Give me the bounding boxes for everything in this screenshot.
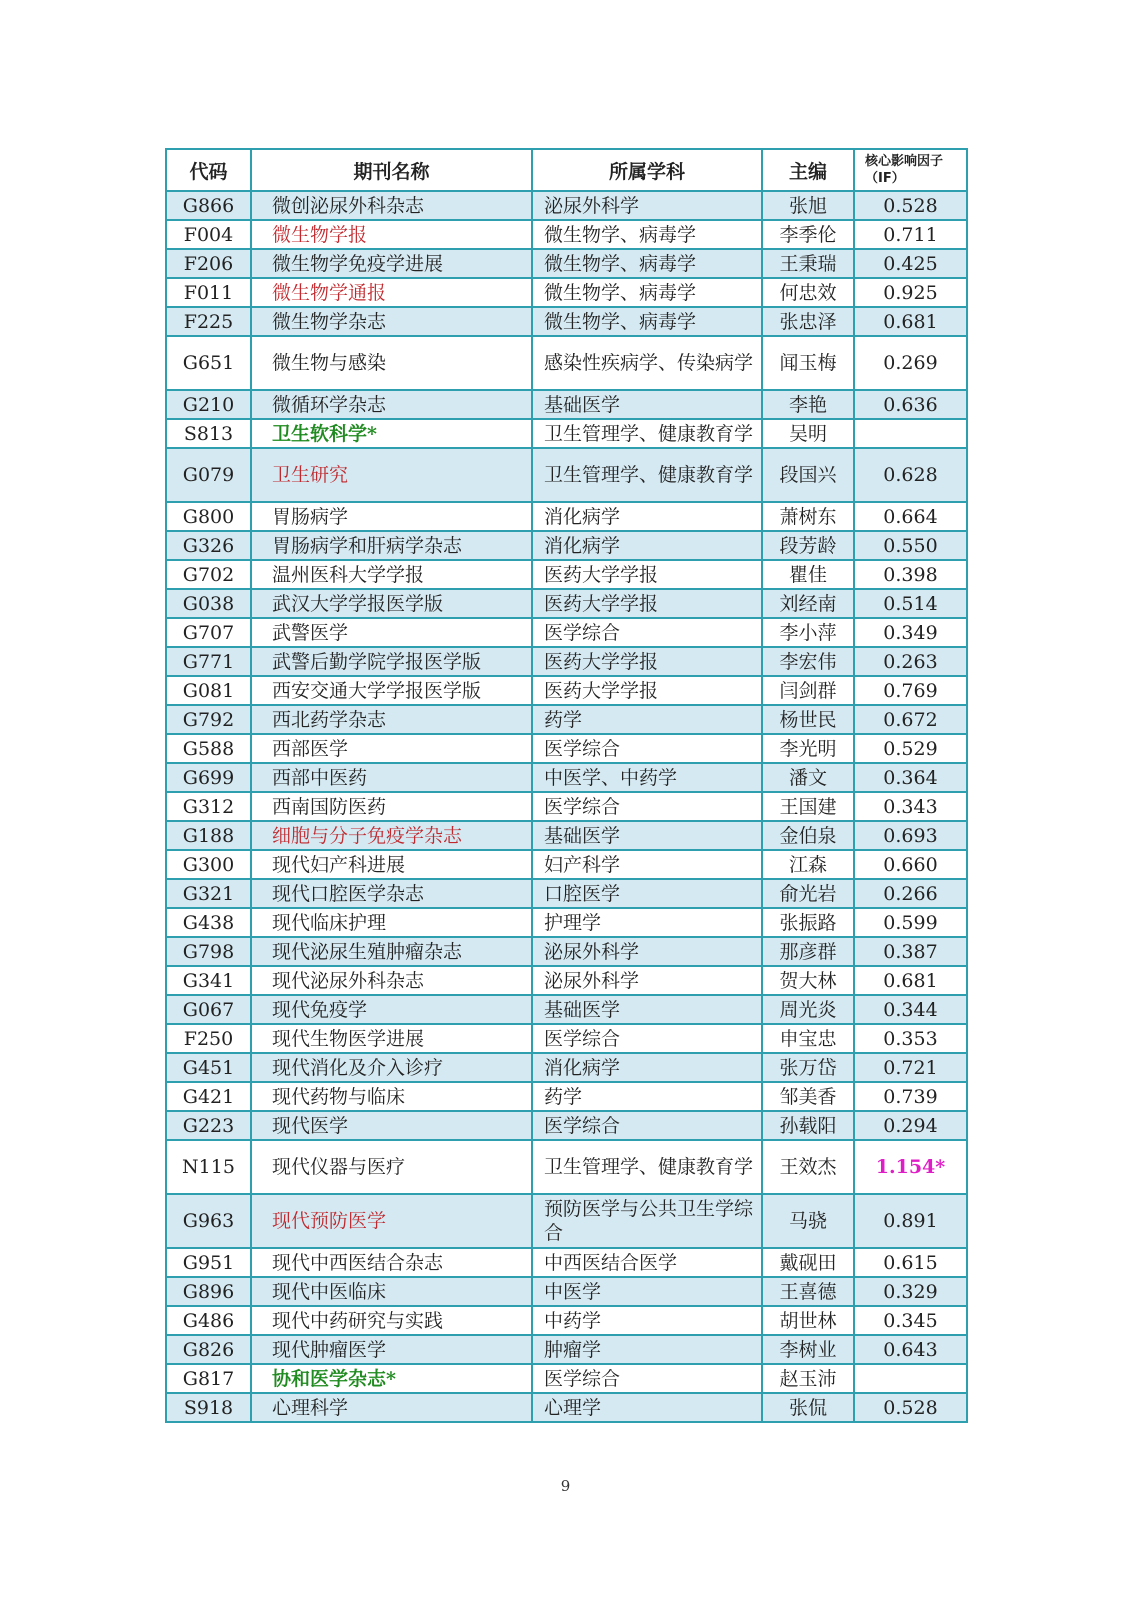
editor-cell: 张忠泽 (762, 307, 854, 336)
editor-cell: 张振路 (762, 908, 854, 937)
journal-name-cell: 温州医科大学学报 (251, 560, 532, 589)
code-cell: G486 (166, 1306, 251, 1335)
code-cell: G588 (166, 734, 251, 763)
editor-cell: 段芳龄 (762, 531, 854, 560)
subject-cell: 医学综合 (532, 1111, 762, 1140)
journal-name-cell: 微创泌尿外科杂志 (251, 191, 532, 220)
code-cell: F011 (166, 278, 251, 307)
code-cell: S813 (166, 419, 251, 448)
impact-factor-cell: 0.364 (854, 763, 967, 792)
code-cell: G223 (166, 1111, 251, 1140)
code-cell: G707 (166, 618, 251, 647)
subject-cell: 泌尿外科学 (532, 191, 762, 220)
editor-cell: 张万岱 (762, 1053, 854, 1082)
journal-name-cell: 现代仪器与医疗 (251, 1140, 532, 1194)
journal-name-cell: 微生物学杂志 (251, 307, 532, 336)
table-row (166, 966, 967, 995)
journal-name-cell: 微生物学免疫学进展 (251, 249, 532, 278)
impact-factor-cell: 0.550 (854, 531, 967, 560)
subject-cell: 药学 (532, 1082, 762, 1111)
journal-name-cell: 卫生研究 (251, 448, 532, 502)
table-row (166, 1277, 967, 1306)
editor-cell: 俞光岩 (762, 879, 854, 908)
journal-name-cell: 微生物学报 (251, 220, 532, 249)
header-row (166, 149, 967, 191)
subject-cell: 医学综合 (532, 792, 762, 821)
editor-cell: 杨世民 (762, 705, 854, 734)
code-cell: G866 (166, 191, 251, 220)
journal-name-cell: 协和医学杂志* (251, 1364, 532, 1393)
impact-factor-cell: 0.387 (854, 937, 967, 966)
editor-cell: 刘经南 (762, 589, 854, 618)
code-cell: G326 (166, 531, 251, 560)
table-row (166, 1053, 967, 1082)
table-row (166, 1335, 967, 1364)
table-row (166, 908, 967, 937)
impact-factor-cell: 0.528 (854, 191, 967, 220)
journal-name-cell: 现代口腔医学杂志 (251, 879, 532, 908)
subject-cell: 卫生管理学、健康教育学 (532, 419, 762, 448)
journal-name-cell: 微生物与感染 (251, 336, 532, 390)
journal-name-cell: 现代临床护理 (251, 908, 532, 937)
subject-cell: 心理学 (532, 1393, 762, 1422)
subject-cell: 口腔医学 (532, 879, 762, 908)
impact-factor-cell: 0.925 (854, 278, 967, 307)
subject-cell: 消化病学 (532, 531, 762, 560)
table-row (166, 676, 967, 705)
editor-cell: 张侃 (762, 1393, 854, 1422)
table-row (166, 1248, 967, 1277)
subject-cell: 医学综合 (532, 1364, 762, 1393)
code-cell: G699 (166, 763, 251, 792)
editor-cell: 闻玉梅 (762, 336, 854, 390)
header-subject: 所属学科 (532, 149, 762, 191)
code-cell: G896 (166, 1277, 251, 1306)
subject-cell: 微生物学、病毒学 (532, 278, 762, 307)
impact-factor-cell: 0.344 (854, 995, 967, 1024)
journal-name-cell: 心理科学 (251, 1393, 532, 1422)
subject-cell: 护理学 (532, 908, 762, 937)
code-cell: G792 (166, 705, 251, 734)
journal-name-cell: 胃肠病学和肝病学杂志 (251, 531, 532, 560)
subject-cell: 基础医学 (532, 390, 762, 419)
code-cell: G210 (166, 390, 251, 419)
impact-factor-cell: 0.599 (854, 908, 967, 937)
impact-factor-cell: 0.529 (854, 734, 967, 763)
table-body (166, 191, 967, 1422)
table-row (166, 792, 967, 821)
journal-name-cell: 现代消化及介入诊疗 (251, 1053, 532, 1082)
table-row (166, 1082, 967, 1111)
subject-cell: 微生物学、病毒学 (532, 307, 762, 336)
table-row (166, 705, 967, 734)
journal-name-cell: 胃肠病学 (251, 502, 532, 531)
journal-name-cell: 微生物学通报 (251, 278, 532, 307)
subject-cell: 医学综合 (532, 1024, 762, 1053)
header-impact-factor: 核心影响因子（IF） (854, 149, 967, 191)
subject-cell: 中医学、中药学 (532, 763, 762, 792)
impact-factor-cell: 0.681 (854, 307, 967, 336)
editor-cell: 张旭 (762, 191, 854, 220)
editor-cell: 瞿佳 (762, 560, 854, 589)
subject-cell: 妇产科学 (532, 850, 762, 879)
journal-name-cell: 武汉大学学报医学版 (251, 589, 532, 618)
journal-name-cell: 细胞与分子免疫学杂志 (251, 821, 532, 850)
code-cell: G826 (166, 1335, 251, 1364)
journal-name-cell: 现代药物与临床 (251, 1082, 532, 1111)
code-cell: S918 (166, 1393, 251, 1422)
editor-cell: 潘文 (762, 763, 854, 792)
editor-cell: 萧树东 (762, 502, 854, 531)
journal-name-cell: 现代中药研究与实践 (251, 1306, 532, 1335)
impact-factor-cell (854, 1364, 967, 1393)
page-number: 9 (560, 1477, 571, 1495)
table-row (166, 589, 967, 618)
impact-factor-cell: 0.329 (854, 1277, 967, 1306)
code-cell: G951 (166, 1248, 251, 1277)
table-row (166, 191, 967, 220)
code-cell: G817 (166, 1364, 251, 1393)
table-row (166, 850, 967, 879)
code-cell: F004 (166, 220, 251, 249)
subject-cell: 卫生管理学、健康教育学 (532, 1140, 762, 1194)
impact-factor-cell: 1.154* (854, 1140, 967, 1194)
code-cell: G188 (166, 821, 251, 850)
journal-name-cell: 现代医学 (251, 1111, 532, 1140)
subject-cell: 卫生管理学、健康教育学 (532, 448, 762, 502)
subject-cell: 药学 (532, 705, 762, 734)
subject-cell: 基础医学 (532, 995, 762, 1024)
impact-factor-cell: 0.345 (854, 1306, 967, 1335)
impact-factor-cell: 0.628 (854, 448, 967, 502)
impact-factor-cell: 0.664 (854, 502, 967, 531)
journal-name-cell: 西部中医药 (251, 763, 532, 792)
subject-cell: 医药大学学报 (532, 676, 762, 705)
journal-name-cell: 武警医学 (251, 618, 532, 647)
journal-name-cell: 现代泌尿生殖肿瘤杂志 (251, 937, 532, 966)
journal-name-cell: 现代泌尿外科杂志 (251, 966, 532, 995)
code-cell: G321 (166, 879, 251, 908)
journal-name-cell: 现代免疫学 (251, 995, 532, 1024)
table-row (166, 307, 967, 336)
table-row (166, 336, 967, 390)
editor-cell: 赵玉沛 (762, 1364, 854, 1393)
journal-name-cell: 西南国防医药 (251, 792, 532, 821)
subject-cell: 预防医学与公共卫生学综合 (532, 1194, 762, 1248)
subject-cell: 肿瘤学 (532, 1335, 762, 1364)
editor-cell: 王效杰 (762, 1140, 854, 1194)
editor-cell: 王国建 (762, 792, 854, 821)
table-row (166, 734, 967, 763)
code-cell: F225 (166, 307, 251, 336)
subject-cell: 消化病学 (532, 1053, 762, 1082)
code-cell: G079 (166, 448, 251, 502)
table-row (166, 448, 967, 502)
subject-cell: 泌尿外科学 (532, 937, 762, 966)
impact-factor-cell: 0.636 (854, 390, 967, 419)
header-code: 代码 (166, 149, 251, 191)
impact-factor-cell: 0.672 (854, 705, 967, 734)
editor-cell: 王秉瑞 (762, 249, 854, 278)
subject-cell: 微生物学、病毒学 (532, 220, 762, 249)
code-cell: G651 (166, 336, 251, 390)
impact-factor-cell: 0.681 (854, 966, 967, 995)
code-cell: F250 (166, 1024, 251, 1053)
table-row (166, 419, 967, 448)
table-row (166, 278, 967, 307)
impact-factor-cell: 0.263 (854, 647, 967, 676)
subject-cell: 医药大学学报 (532, 647, 762, 676)
impact-factor-cell: 0.266 (854, 879, 967, 908)
table-row (166, 879, 967, 908)
subject-cell: 医药大学学报 (532, 560, 762, 589)
impact-factor-cell: 0.769 (854, 676, 967, 705)
subject-cell: 医学综合 (532, 734, 762, 763)
code-cell: G341 (166, 966, 251, 995)
editor-cell: 马骁 (762, 1194, 854, 1248)
editor-cell: 李树业 (762, 1335, 854, 1364)
editor-cell: 李艳 (762, 390, 854, 419)
editor-cell: 那彦群 (762, 937, 854, 966)
journal-name-cell: 武警后勤学院学报医学版 (251, 647, 532, 676)
code-cell: G451 (166, 1053, 251, 1082)
table-row (166, 995, 967, 1024)
subject-cell: 中药学 (532, 1306, 762, 1335)
subject-cell: 医药大学学报 (532, 589, 762, 618)
impact-factor-cell (854, 419, 967, 448)
code-cell: G038 (166, 589, 251, 618)
editor-cell: 贺大林 (762, 966, 854, 995)
editor-cell: 周光炎 (762, 995, 854, 1024)
table-row (166, 618, 967, 647)
journal-name-cell: 西部医学 (251, 734, 532, 763)
table-row (166, 502, 967, 531)
table-row (166, 1393, 967, 1422)
code-cell: N115 (166, 1140, 251, 1194)
impact-factor-cell: 0.711 (854, 220, 967, 249)
journal-name-cell: 现代预防医学 (251, 1194, 532, 1248)
subject-cell: 微生物学、病毒学 (532, 249, 762, 278)
journal-name-cell: 卫生软科学* (251, 419, 532, 448)
table-row (166, 560, 967, 589)
impact-factor-cell: 0.398 (854, 560, 967, 589)
journal-table (165, 148, 968, 1423)
subject-cell: 医学综合 (532, 618, 762, 647)
table-row (166, 1364, 967, 1393)
header-editor: 主编 (762, 149, 854, 191)
impact-factor-cell: 0.349 (854, 618, 967, 647)
subject-cell: 感染性疾病学、传染病学 (532, 336, 762, 390)
impact-factor-cell: 0.739 (854, 1082, 967, 1111)
impact-factor-cell: 0.891 (854, 1194, 967, 1248)
table-row (166, 647, 967, 676)
journal-name-cell: 现代中西医结合杂志 (251, 1248, 532, 1277)
impact-factor-cell: 0.528 (854, 1393, 967, 1422)
table-row (166, 821, 967, 850)
editor-cell: 李季伦 (762, 220, 854, 249)
editor-cell: 邹美香 (762, 1082, 854, 1111)
table-row (166, 531, 967, 560)
subject-cell: 消化病学 (532, 502, 762, 531)
impact-factor-cell: 0.425 (854, 249, 967, 278)
table-row (166, 249, 967, 278)
table-row (166, 220, 967, 249)
editor-cell: 江森 (762, 850, 854, 879)
editor-cell: 李光明 (762, 734, 854, 763)
header-name: 期刊名称 (251, 149, 532, 191)
table-row (166, 1111, 967, 1140)
code-cell: G963 (166, 1194, 251, 1248)
table-row (166, 763, 967, 792)
code-cell: G421 (166, 1082, 251, 1111)
table-row (166, 1194, 967, 1248)
impact-factor-cell: 0.514 (854, 589, 967, 618)
editor-cell: 王喜德 (762, 1277, 854, 1306)
editor-cell: 李小萍 (762, 618, 854, 647)
journal-name-cell: 现代生物医学进展 (251, 1024, 532, 1053)
code-cell: G300 (166, 850, 251, 879)
subject-cell: 泌尿外科学 (532, 966, 762, 995)
journal-name-cell: 西北药学杂志 (251, 705, 532, 734)
impact-factor-cell: 0.343 (854, 792, 967, 821)
code-cell: G771 (166, 647, 251, 676)
impact-factor-cell: 0.615 (854, 1248, 967, 1277)
editor-cell: 胡世林 (762, 1306, 854, 1335)
impact-factor-cell: 0.294 (854, 1111, 967, 1140)
code-cell: G081 (166, 676, 251, 705)
impact-factor-cell: 0.269 (854, 336, 967, 390)
journal-name-cell: 西安交通大学学报医学版 (251, 676, 532, 705)
subject-cell: 基础医学 (532, 821, 762, 850)
editor-cell: 何忠效 (762, 278, 854, 307)
editor-cell: 金伯泉 (762, 821, 854, 850)
table-row (166, 390, 967, 419)
table-row (166, 937, 967, 966)
editor-cell: 孙载阳 (762, 1111, 854, 1140)
code-cell: F206 (166, 249, 251, 278)
editor-cell: 吴明 (762, 419, 854, 448)
table-header (166, 149, 967, 191)
impact-factor-cell: 0.660 (854, 850, 967, 879)
code-cell: G798 (166, 937, 251, 966)
code-cell: G702 (166, 560, 251, 589)
journal-name-cell: 微循环学杂志 (251, 390, 532, 419)
impact-factor-cell: 0.721 (854, 1053, 967, 1082)
table-row (166, 1306, 967, 1335)
code-cell: G312 (166, 792, 251, 821)
table-row (166, 1140, 967, 1194)
editor-cell: 李宏伟 (762, 647, 854, 676)
editor-cell: 戴砚田 (762, 1248, 854, 1277)
impact-factor-cell: 0.643 (854, 1335, 967, 1364)
impact-factor-cell: 0.353 (854, 1024, 967, 1053)
journal-name-cell: 现代肿瘤医学 (251, 1335, 532, 1364)
subject-cell: 中医学 (532, 1277, 762, 1306)
code-cell: G438 (166, 908, 251, 937)
journal-name-cell: 现代中医临床 (251, 1277, 532, 1306)
code-cell: G067 (166, 995, 251, 1024)
impact-factor-cell: 0.693 (854, 821, 967, 850)
journal-name-cell: 现代妇产科进展 (251, 850, 532, 879)
editor-cell: 申宝忠 (762, 1024, 854, 1053)
editor-cell: 段国兴 (762, 448, 854, 502)
code-cell: G800 (166, 502, 251, 531)
editor-cell: 闫剑群 (762, 676, 854, 705)
table-row (166, 1024, 967, 1053)
subject-cell: 中西医结合医学 (532, 1248, 762, 1277)
